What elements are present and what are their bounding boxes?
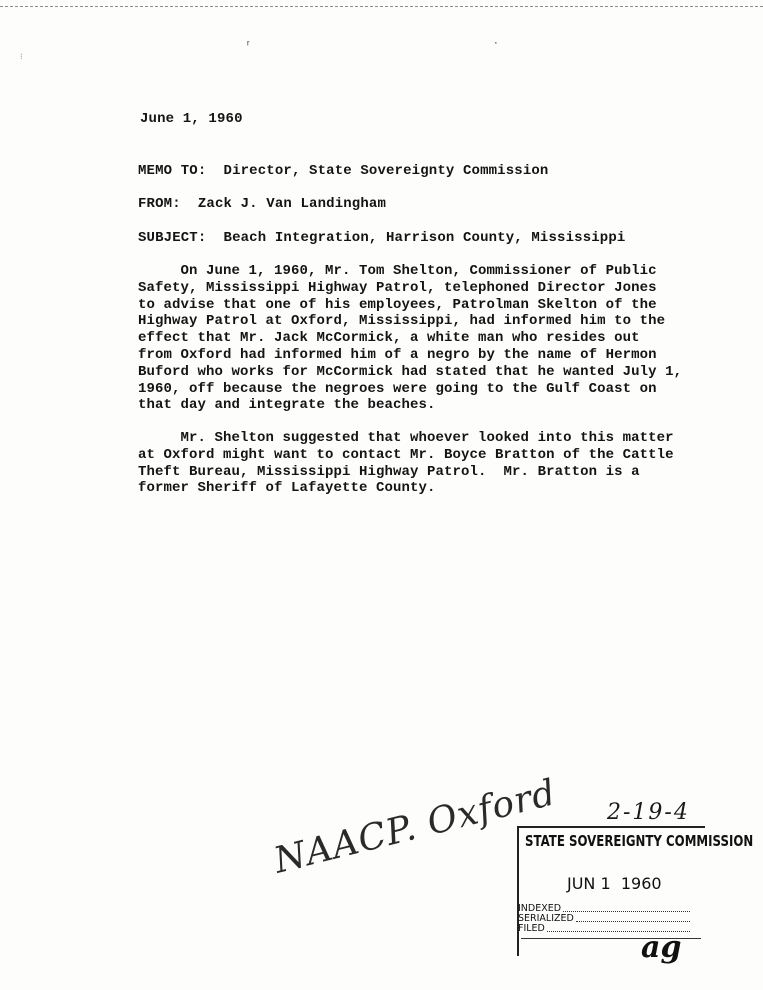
- page-top-edge: [0, 0, 763, 7]
- paragraph-line: Highway Patrol at Oxford, Mississippi, had informed him to the: [138, 313, 666, 330]
- memo-subject-label: SUBJECT:: [138, 230, 207, 246]
- memo-to-label: MEMO TO:: [138, 163, 207, 179]
- paragraph-line: to advise that one of his employees, Patrolman Skelton of the: [138, 296, 657, 313]
- memo-subject-line: [138, 230, 625, 246]
- paragraph-line: On June 1, 1960, Mr. Tom Shelton, Commissioner of Public: [138, 263, 657, 279]
- paragraph-line: Buford who works for McCormick had stated that he wanted July 1,: [138, 363, 683, 380]
- paragraph-line: from Oxford had informed him of a negro by the name of Hermon: [138, 346, 657, 363]
- memo-from-label: FROM:: [138, 196, 181, 212]
- stamp-date: JUN 1 1960: [567, 874, 662, 893]
- memo-date: June 1, 1960: [140, 111, 243, 127]
- stamp-file-number: 2-19-4: [607, 800, 690, 825]
- stamp-field-dots: [576, 921, 690, 922]
- memo-from-value: Zack J. Van Landingham: [197, 196, 387, 212]
- memo-to-line: [138, 163, 548, 179]
- paragraph-line: former Sheriff of Lafayette County.: [138, 480, 436, 497]
- stamp-field-label: FILED: [518, 923, 545, 934]
- punch-hole-mark: ⁝: [20, 53, 23, 62]
- paragraph-line: 1960, off because the negroes were going to the Gulf Coast on: [138, 380, 657, 397]
- memo-paragraph-1: [138, 263, 682, 414]
- memo-to-value: Director, State Sovereignty Commission: [223, 163, 549, 179]
- stamp-field-label: SERIALIZED: [518, 913, 574, 924]
- speck-mark: ʳ: [245, 40, 252, 52]
- stamp-title: STATE SOVEREIGNTY COMMISSION: [525, 832, 754, 850]
- paragraph-line: effect that Mr. Jack McCormick, a white man who resides out: [138, 330, 640, 347]
- memo-subject-value: Beach Integration, Harrison County, Mississippi: [223, 230, 626, 246]
- memo-from-line: [138, 196, 386, 212]
- paragraph-line: that day and integrate the beaches.: [138, 397, 436, 414]
- memo-paragraph-2: [138, 430, 674, 497]
- paragraph-line: Theft Bureau, Mississippi Highway Patrol. Mr. Bratton is a: [138, 463, 640, 480]
- paragraph-line: at Oxford might want to contact Mr. Boyce Bratton of the Cattle: [138, 446, 674, 463]
- commission-stamp: [515, 800, 754, 965]
- handwritten-initials: ag: [641, 930, 682, 965]
- handwritten-note: NAACP. Oxford: [270, 772, 561, 882]
- stamp-field-label: INDEXED: [518, 903, 562, 914]
- paragraph-line: Mr. Shelton suggested that whoever looked into this matter: [138, 430, 674, 446]
- stamp-field-dots: [563, 911, 690, 912]
- speck-mark: ᾿: [494, 42, 501, 54]
- paragraph-line: Safety, Mississippi Highway Patrol, telephoned Director Jones: [138, 279, 657, 296]
